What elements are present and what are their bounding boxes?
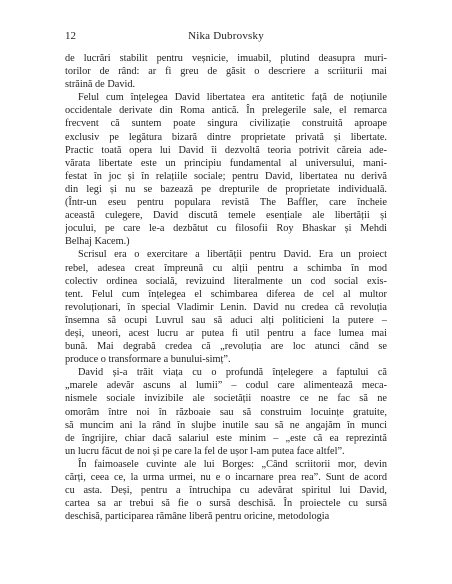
text-line: din legi și nu se bazează pe drepturile de proprietate individuală. [65, 183, 387, 195]
text-line: această culegere, David discută temele esențiale ale libertății și [65, 210, 387, 222]
text-line: deși, uneori, acest lucru ar putea fi util pentru a face lumea mai [65, 327, 387, 339]
running-head-author: Nika Dubrovsky [188, 30, 264, 42]
text-line: bună. Mai degrabă credea că „revoluția are loc atunci când se [65, 341, 387, 353]
text-line: să muncim ani la rând în slujbe inutile sau să ne angajăm în munci [65, 419, 387, 431]
text-line: străină de David. [65, 79, 136, 91]
text-line: Scrisul era o exercitare a libertății pentru David. Era un proiect [78, 249, 387, 261]
text-line: rebel, adesea creat împreună cu alții pentru a schimba în mod [65, 262, 387, 274]
text-line: jocului, pe care le-a dezbătut cu filosofii Roy Bhaskar și Mehdi [65, 223, 387, 235]
text-line: (Într-un eseu pentru populara revistă The Baffler, care încheie [65, 197, 387, 209]
text-line: festat în joc și în relațiile sociale; pentru David, libertatea nu derivă [65, 170, 387, 182]
text-line: „marele adevăr ascuns al lumii” – codul care alimentează meca- [65, 380, 387, 392]
text-line: de lucrări stabilit pentru veșnicie, imuabil, plutind deasupra muri- [65, 53, 387, 64]
text-line: occidentale derivate din Roma antică. În prelegerile sale, el remarca [65, 105, 387, 117]
text-line: deschisă, participarea rămâne liberă pentru oricine, metodologia [65, 511, 330, 523]
text-line: David și-a trăit viața cu o profundă înțelegere a faptului că [78, 367, 387, 379]
text-line: omorâm între noi în războaie sau să construim locuințe gratuite, [65, 406, 387, 418]
text-line: tent. Felul cum înțelegea el schimbarea diferea de cel al multor [65, 288, 387, 300]
text-line: frecvent că suntem poate singura civilizație construită aproape [65, 118, 387, 130]
text-line: revoluționari, în special Vladimir Lenin. David nu credea că revoluția [65, 301, 387, 313]
text-line: cartea sa ar trebui să fie o sursă deschisă. În proiectele cu sursă [65, 498, 387, 510]
body-text [65, 52, 387, 523]
page-number: 12 [65, 30, 76, 42]
running-header [65, 30, 387, 44]
text-line: colectiv ordinea socială, revizuind literalmente un cod social exis- [65, 275, 387, 287]
text-line: Practic toată opera lui David îi dezvoltă teoria potrivit căreia ade- [65, 144, 387, 156]
text-line: cărți, ceea ce, la urma urmei, nu e o incarnare prea rea”. Sunt de acord [65, 472, 387, 483]
text-line: torilor de rând: ar fi greu de găsit o descriere a scriiturii mai [65, 66, 387, 78]
text-line: un lucru făcut de noi și pe care la fel de ușor l-am putea face altfel”. [65, 445, 345, 457]
text-line: Felul cum înțelegea David libertatea era antitetic față de noțiunile [78, 92, 387, 104]
text-line: nismele sociale invizibile ale societății noastre ce ne fac să ne [65, 393, 387, 405]
text-line: Belhaj Kacem.) [65, 236, 130, 248]
text-line: În faimoasele cuvinte ale lui Borges: „Când scriitorii mor, devin [78, 458, 387, 470]
text-line: produce o transformare a bunului-simț”. [65, 354, 231, 366]
text-line: vărata libertate este un principiu fundamental al universului, mani- [65, 157, 387, 169]
text-line: exclusiv pe legătura bizară dintre proprietate privată și libertate. [65, 131, 387, 143]
text-line: însemna să ocupi Luvrul sau să aduci alți politicieni la putere – [65, 314, 387, 326]
text-line: cu asta. Deși, pentru a întruchipa cu adevărat spiritul lui David, [65, 485, 387, 497]
text-line: de îngrijire, chiar dacă salariul este minim – „este că ea reprezintă [65, 432, 387, 444]
